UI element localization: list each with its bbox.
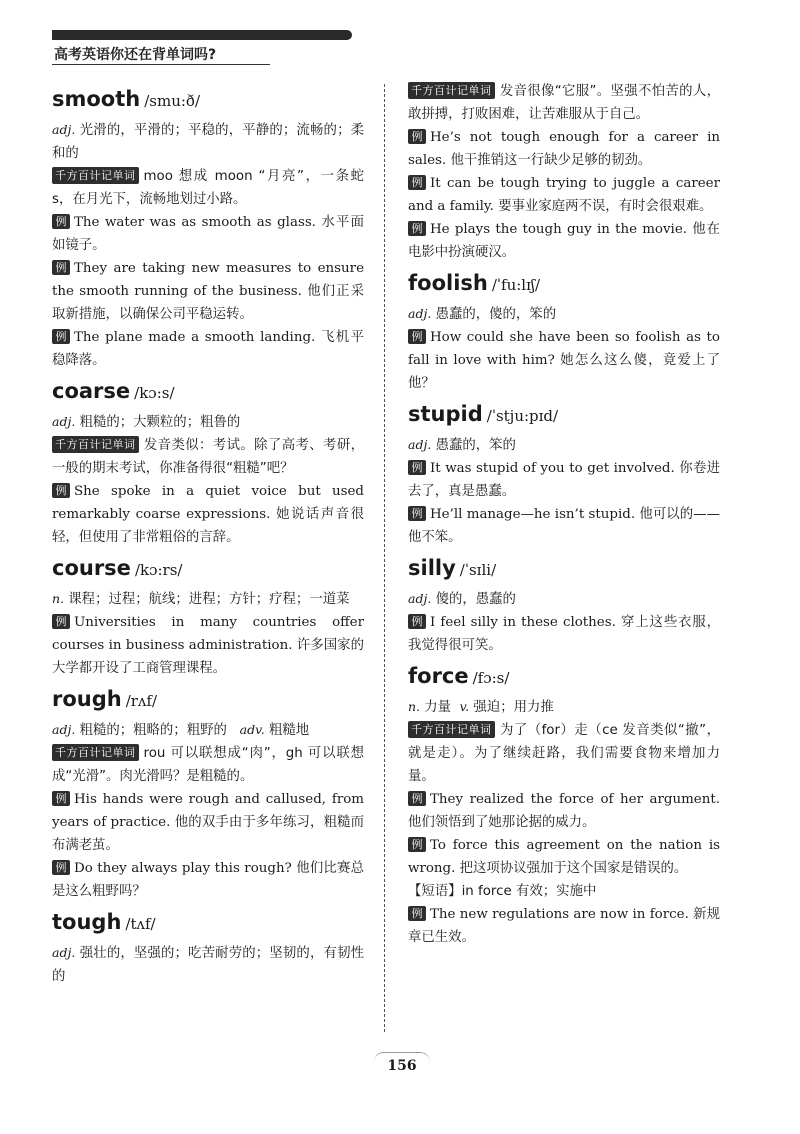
example-zh: 他的双手由于多年练习，粗糙而布满老茧。 xyxy=(52,815,365,853)
definition: 愚蠢的，笨的 xyxy=(435,438,516,453)
example-en: He’ll manage—he isn’t stupid. xyxy=(430,507,636,522)
header-bar xyxy=(52,30,352,40)
part-of-speech: n. xyxy=(408,699,421,714)
example-en: They realized the force of her argument. xyxy=(430,792,720,807)
example-en: I feel silly in these clothes. xyxy=(430,615,616,630)
example-zh: 他们比赛总是这么粗野吗？ xyxy=(52,861,364,899)
example-tag: 例 xyxy=(408,837,426,852)
example-tag: 例 xyxy=(52,483,70,498)
example-zh: 穿上这些衣服，我觉得很可笑。 xyxy=(408,615,721,653)
phonetic: /fɔ:s/ xyxy=(472,669,510,687)
headword-line xyxy=(408,268,720,302)
example-en: The plane made a smooth landing. xyxy=(74,330,316,345)
headword-line xyxy=(52,553,364,587)
right-column xyxy=(408,80,720,949)
definition: 傻的，愚蠢的 xyxy=(435,592,516,607)
definition: 强迫；用力推 xyxy=(473,700,554,715)
phonetic: /kɔ:s/ xyxy=(134,384,175,402)
part-of-speech: adj. xyxy=(408,591,432,606)
entry-smooth xyxy=(52,84,364,372)
example-zh: 他们领悟到了她那论据的威力。 xyxy=(408,815,596,830)
definition: 光滑的，平滑的；平稳的，平静的；流畅的；柔和的 xyxy=(52,123,365,161)
example-tag: 例 xyxy=(408,329,426,344)
example-en: To force this agreement on the nation is wrong. xyxy=(408,838,720,876)
memo-tag: 千方百计记单词 xyxy=(408,82,495,99)
example-tag: 例 xyxy=(408,221,426,236)
example-en: Do they always play this rough? xyxy=(74,861,292,876)
example-zh: 他干推销这一行缺少足够的韧劲。 xyxy=(450,153,652,168)
example-tag: 例 xyxy=(408,614,426,629)
part-of-speech: adj. xyxy=(52,122,76,137)
headword-line xyxy=(52,907,364,941)
column-divider xyxy=(384,84,385,1032)
phonetic: /rʌf/ xyxy=(125,692,158,710)
memo-text: 发音类似：考试。除了高考、考研，一般的期末考试，你准备得很“粗糙”吧？ xyxy=(52,438,364,476)
example-tag: 例 xyxy=(408,175,426,190)
definition: 粗糙的；大颗粒的；粗鲁的 xyxy=(79,415,241,430)
headword: tough xyxy=(52,910,122,934)
example-zh: 他们正采取新措施，以确保公司平稳运转。 xyxy=(52,284,364,322)
definition: 愚蠢的，傻的，笨的 xyxy=(435,307,557,322)
example-zh: 他可以的——他不笨。 xyxy=(408,507,720,545)
example-en: How could she have been so foolish as to fall in love with him? xyxy=(408,330,720,368)
memo-text: moo 想成 moon “月亮”，一条蛇 s，在月光下，流畅地划过小路。 xyxy=(52,169,364,207)
definition: 强壮的，坚强的；吃苦耐劳的；坚韧的，有韧性的 xyxy=(52,946,365,984)
example-tag: 例 xyxy=(52,791,70,806)
entry-course xyxy=(52,553,364,680)
entry-coarse xyxy=(52,376,364,549)
headword-line xyxy=(408,399,720,433)
phonetic: /ˈstju:pɪd/ xyxy=(486,407,559,425)
headword: coarse xyxy=(52,379,131,403)
left-column xyxy=(52,80,364,988)
definition: 粗糙地 xyxy=(268,723,310,738)
example-tag: 例 xyxy=(52,860,70,875)
page-header xyxy=(52,30,392,62)
memo-text: 为了（for）走（ce 发音类似“撤”，就是走）。为了继续赶路，我们需要食物来增加力量。 xyxy=(408,723,720,784)
example-en: Universities in many countries offer courses in business administration. xyxy=(52,615,364,653)
example-tag: 例 xyxy=(52,329,70,344)
headword-line xyxy=(52,684,364,718)
phrase-label: 【短语】 xyxy=(408,884,462,899)
example-en: His hands were rough and callused, from years of practice. xyxy=(52,792,364,830)
memo-text: 发音很像“它服”。坚强不怕苦的人，敢拼搏，打败困难，让苦难服从于自己。 xyxy=(408,84,720,122)
example-tag: 例 xyxy=(408,906,426,921)
example-tag: 例 xyxy=(408,506,426,521)
entry-rough xyxy=(52,684,364,903)
headword: course xyxy=(52,556,131,580)
definition: 粗糙的；粗略的；粗野的 xyxy=(79,723,227,738)
example-zh: 水平面如镜子。 xyxy=(52,215,364,253)
example-tag: 例 xyxy=(52,260,70,275)
example-en: She spoke in a quiet voice but used remarkably coarse expressions. xyxy=(52,484,364,522)
entry-silly xyxy=(408,553,720,657)
example-en: He’s not tough enough for a career in sales. xyxy=(408,130,720,168)
headword: foolish xyxy=(408,271,488,295)
example-en: He plays the tough guy in the movie. xyxy=(430,222,688,237)
headword: silly xyxy=(408,556,456,580)
part-of-speech: adj. xyxy=(408,437,432,452)
example-zh: 她说话声音很轻，但使用了非常粗俗的言辞。 xyxy=(52,507,364,545)
example-zh: 他在电影中扮演硬汉。 xyxy=(408,222,720,260)
example-zh: 许多国家的大学都开设了工商管理课程。 xyxy=(52,638,365,676)
example-en: The new regulations are now in force. xyxy=(430,907,689,922)
entry-stupid xyxy=(408,399,720,549)
phonetic: /ˈsɪli/ xyxy=(459,561,497,579)
example-en: It was stupid of you to get involved. xyxy=(430,461,675,476)
example-en: They are taking new measures to ensure the smooth running of the business. xyxy=(52,261,364,299)
example-tag: 例 xyxy=(52,214,70,229)
example-zh: 把这项协议强加于这个国家是错误的。 xyxy=(459,861,688,876)
part-of-speech: v. xyxy=(459,699,470,714)
example-zh: 飞机平稳降落。 xyxy=(52,330,364,368)
memo-tag: 千方百计记单词 xyxy=(408,721,495,738)
phrase-text: in force 有效；实施中 xyxy=(461,884,597,899)
memo-tag: 千方百计记单词 xyxy=(52,744,139,761)
example-zh: 要事业家庭两不误，有时会很艰难。 xyxy=(498,199,713,214)
part-of-speech: adj. xyxy=(52,414,76,429)
example-tag: 例 xyxy=(408,460,426,475)
part-of-speech: adj. xyxy=(52,722,76,737)
memo-text: rou 可以联想成“肉”，gh 可以联想成“光滑”。肉光滑吗？是粗糙的。 xyxy=(52,746,364,784)
example-tag: 例 xyxy=(52,614,70,629)
headword: stupid xyxy=(408,402,483,426)
entry-tough xyxy=(52,907,364,988)
example-zh: 新规章已生效。 xyxy=(408,907,720,945)
header-underline xyxy=(52,64,270,65)
phonetic: /tʌf/ xyxy=(125,915,156,933)
definition: 课程；过程；航线；进程；方针；疗程；一道菜 xyxy=(68,592,350,607)
example-zh: 你卷进去了，真是愚蠢。 xyxy=(408,461,721,499)
headword: rough xyxy=(52,687,122,711)
example-tag: 例 xyxy=(408,791,426,806)
part-of-speech: adv. xyxy=(239,722,265,737)
headword: force xyxy=(408,664,469,688)
example-tag: 例 xyxy=(408,129,426,144)
memo-tag: 千方百计记单词 xyxy=(52,167,139,184)
headword-line xyxy=(408,661,720,695)
entry-foolish xyxy=(408,268,720,395)
headword-line xyxy=(52,84,364,118)
part-of-speech: n. xyxy=(52,591,65,606)
example-en: The water was as smooth as glass. xyxy=(74,215,316,230)
example-en: It can be tough trying to juggle a career and a family. xyxy=(408,176,720,214)
headword: smooth xyxy=(52,87,141,111)
part-of-speech: adj. xyxy=(52,945,76,960)
book-title: 高考英语你还在背单词吗? xyxy=(54,47,217,63)
headword-line xyxy=(408,553,720,587)
phonetic: /ˈfu:lɪʃ/ xyxy=(491,276,541,294)
headword-line xyxy=(52,376,364,410)
entry-force xyxy=(408,661,720,949)
example-zh: 她怎么这么傻，竟爱上了他？ xyxy=(408,353,720,391)
phonetic: /kɔ:rs/ xyxy=(134,561,183,579)
memo-tag: 千方百计记单词 xyxy=(52,436,139,453)
part-of-speech: adj. xyxy=(408,306,432,321)
entry-tough-continued xyxy=(408,80,720,264)
definition: 力量 xyxy=(424,700,452,715)
phonetic: /smu:ð/ xyxy=(144,92,201,110)
page-number: 156 xyxy=(374,1052,430,1079)
